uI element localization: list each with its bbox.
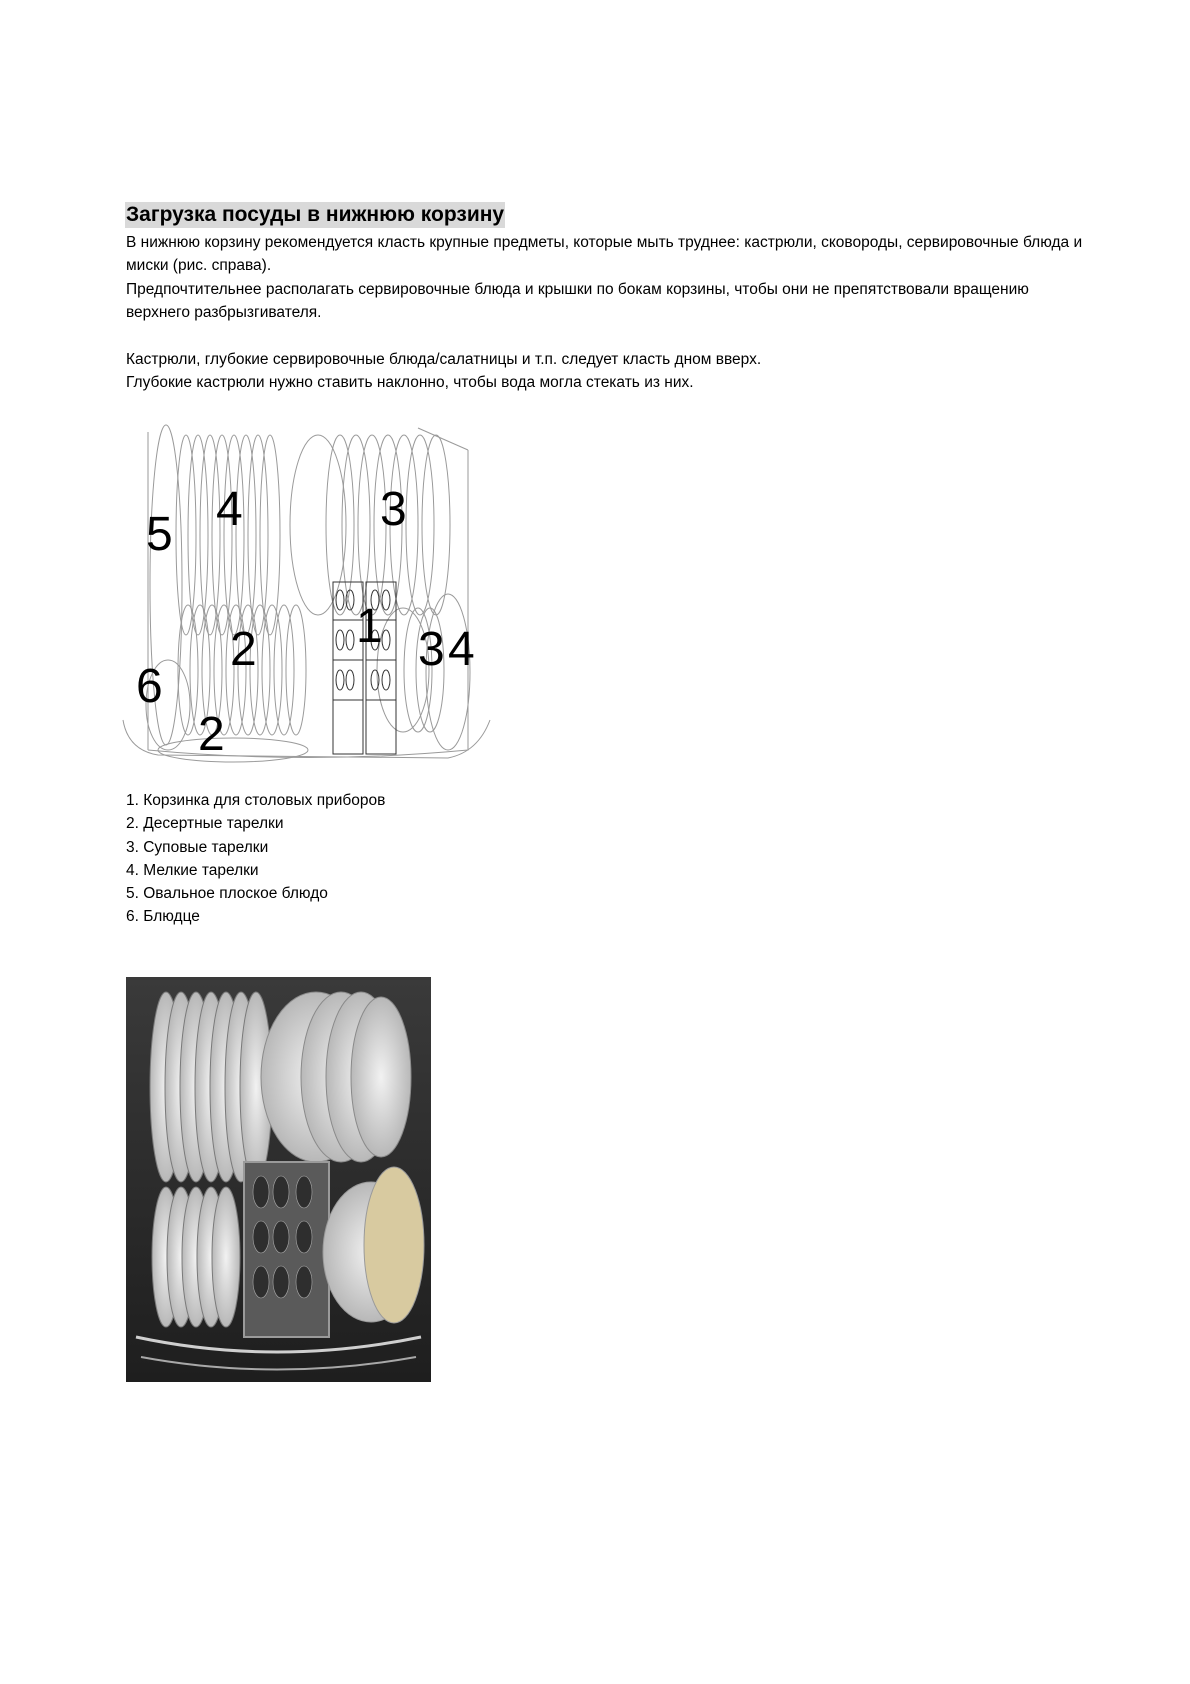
- diagram-label-3-top: 3: [380, 483, 407, 536]
- paragraph-deep-pots-tilted: Глубокие кастрюли нужно ставить наклонно, чтобы вода могла стекать из них.: [126, 374, 694, 391]
- paragraph-lower-basket-intro: В нижнюю корзину рекомендуется класть крупные предметы, которые мыть труднее: кастрюли, сковороды, сервировочные блюда и миски (рис. справа).: [126, 234, 1083, 275]
- page-heading: Загрузка посуды в нижнюю корзину: [126, 203, 505, 226]
- legend-item-cutlery-basket: 1. Корзинка для столовых приборов: [126, 792, 386, 809]
- legend-item-dessert-plates: 2. Десертные тарелки: [126, 815, 284, 833]
- diagram-label-5: 5: [146, 508, 173, 561]
- legend-item-soup-plates: 3. Суповые тарелки: [126, 838, 269, 856]
- paragraph-pots-upside-down: Кастрюли, глубокие сервировочные блюда/салатницы и т.п. следует класть дном вверх.: [126, 351, 762, 368]
- loaded-basket-photo: [126, 977, 431, 1382]
- diagram-label-3-right: 3: [418, 623, 445, 676]
- diagram-label-1: 1: [356, 600, 383, 653]
- diagram-legend: [126, 789, 385, 929]
- diagram-label-2-mid: 2: [230, 623, 257, 676]
- legend-item-oval-platter: 5. Овальное плоское блюдо: [126, 885, 328, 903]
- diagram-label-4-top: 4: [216, 483, 243, 536]
- diagram-label-2-bottom: 2: [198, 708, 225, 761]
- legend-item-shallow-plates: 4. Мелкие тарелки: [126, 861, 259, 879]
- diagram-label-4-right: 4: [448, 623, 475, 676]
- diagram-label-6: 6: [136, 660, 163, 713]
- lower-basket-diagram: [118, 420, 498, 765]
- paragraph-serving-dishes-placement: Предпочтительнее располагать сервировочные блюда и крышки по бокам корзины, чтобы они не препятствовали вращению верхнего разбрызгивателя.: [126, 281, 1029, 322]
- legend-item-saucer: 6. Блюдце: [126, 908, 200, 926]
